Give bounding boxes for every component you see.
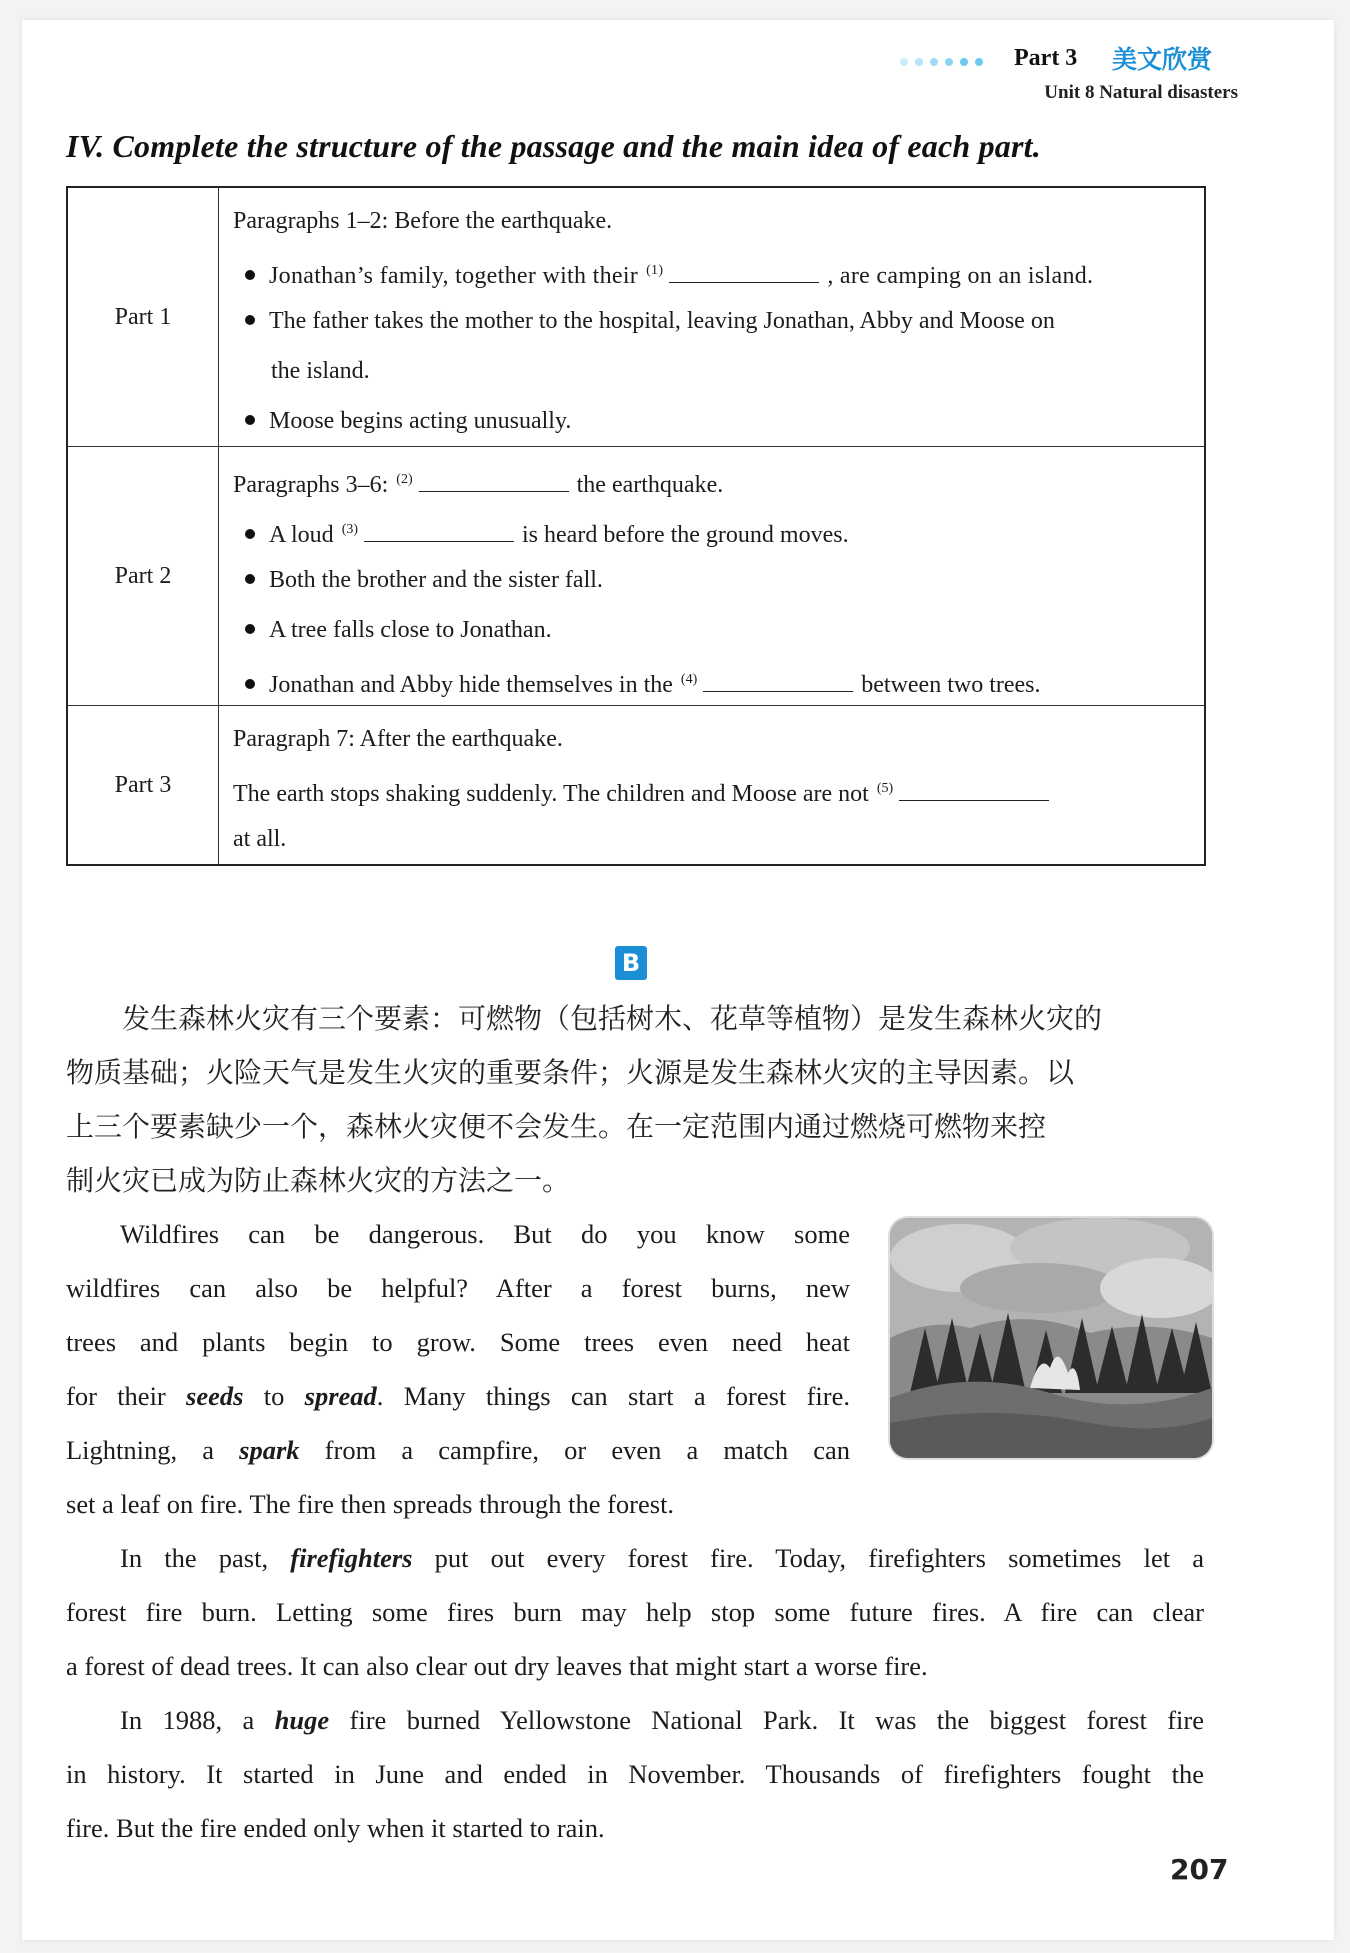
table-row-part1	[68, 188, 1204, 446]
passage-line: forest fire burn. Letting some fires burn may help stop some future fires. A fire can clear	[66, 1597, 1204, 1627]
table-row-part3	[68, 705, 1204, 864]
part2-label: Part 2	[68, 447, 219, 705]
passage-line: a forest of dead trees. It can also clear out dry leaves that might start a worse fire.	[66, 1651, 928, 1681]
passage-line: set a leaf on fire. The fire then spreads through the forest.	[66, 1489, 675, 1519]
part1-bullet-2: The father takes the mother to the hospital, leaving Jonathan, Abby and Moose on	[233, 296, 1190, 346]
structure-table	[66, 186, 1206, 866]
bullet-icon	[245, 415, 255, 425]
chinese-intro-line: 上三个要素缺少一个，森林火灾便不会发生。在一定范围内通过燃烧可燃物来控	[66, 1110, 1047, 1143]
header-part-title-cn: 美文欣赏	[1112, 45, 1213, 74]
table-row-part2	[68, 446, 1204, 705]
passage-line: wildfires can also be helpful? After a forest burns, new	[66, 1273, 850, 1303]
header-part-label: Part 3	[1014, 45, 1078, 71]
passage-line: In the past, firefighters put out every forest fire. Today, firefighters sometimes let a	[120, 1543, 1205, 1573]
part1-bullet-3: Moose begins acting unusually.	[233, 396, 1190, 446]
vocab-spread: spread	[304, 1381, 377, 1411]
passage-line: for their seeds to spread. Many things can start a forest fire.	[66, 1381, 850, 1411]
answer-blank-5[interactable]	[899, 774, 1049, 801]
part2-bullet-3: A tree falls close to Jonathan.	[233, 605, 1190, 655]
chinese-intro-line: 制火灾已成为防止森林火灾的方法之一。	[66, 1164, 571, 1197]
chinese-intro-line: 物质基础；火险天气是发生火灾的重要条件；火源是发生森林火灾的主导因素。以	[66, 1056, 1075, 1089]
part2-bullet-1: A loud $^{(3)}$ is heard before the ground moves.	[233, 505, 1190, 555]
vocab-seeds: seeds	[186, 1381, 244, 1411]
bullet-icon	[245, 624, 255, 634]
part3-content	[219, 706, 1204, 864]
blank-number-4: (4)	[680, 672, 698, 687]
bullet-icon	[245, 679, 255, 689]
vocab-firefighters: firefighters	[290, 1543, 413, 1573]
part1-heading: Paragraphs 1–2: Before the earthquake.	[233, 208, 613, 234]
part1-label: Part 1	[68, 188, 219, 446]
page-number: 207	[1170, 1853, 1229, 1886]
passage-line: In 1988, a huge fire burned Yellowstone National Park. It was the biggest forest fire	[120, 1705, 1204, 1735]
answer-blank-2[interactable]	[419, 465, 569, 492]
passage-line: Wildfires can be dangerous. But do you know some	[120, 1219, 850, 1249]
part2-bullet-2: Both the brother and the sister fall.	[233, 555, 1190, 605]
vocab-spark: spark	[239, 1435, 300, 1465]
forest-fire-illustration	[890, 1218, 1212, 1458]
part2-heading: Paragraphs 3–6: $^{(2)}$ the earthquake.	[233, 455, 1190, 505]
section-title: IV. Complete the structure of the passage and the main idea of each part.	[66, 128, 1041, 164]
header-dots-decoration	[900, 58, 983, 66]
answer-blank-1[interactable]	[669, 256, 819, 283]
part1-content	[219, 188, 1204, 446]
passage-line: Lightning, a spark from a campfire, or even a match can	[66, 1435, 850, 1465]
bullet-icon	[245, 529, 255, 539]
part3-heading: Paragraph 7: After the earthquake.	[233, 726, 563, 752]
passage-paragraph-1	[66, 1207, 850, 1531]
passage-paragraph-3	[66, 1693, 1204, 1855]
bullet-icon	[245, 270, 255, 280]
part3-line-2: at all.	[233, 826, 287, 852]
section-b-badge: B	[615, 946, 647, 980]
blank-number-1: (1)	[646, 263, 664, 278]
bullet-icon	[245, 315, 255, 325]
part2-content	[219, 447, 1204, 705]
passage-line: fire. But the fire ended only when it started to rain.	[66, 1813, 605, 1843]
vocab-huge: huge	[274, 1705, 330, 1735]
bullet-icon	[245, 574, 255, 584]
blank-number-2: (2)	[396, 472, 413, 487]
part3-line-1: The earth stops shaking suddenly. The children and Moose are not $^{(5)}$	[233, 764, 1190, 814]
chinese-intro-line: 发生森林火灾有三个要素：可燃物（包括树木、花草等植物）是发生森林火灾的	[66, 1002, 1103, 1035]
header-unit-label: Unit 8 Natural disasters	[1044, 82, 1238, 103]
part3-label: Part 3	[68, 706, 219, 864]
part1-bullet-2-cont: the island.	[271, 358, 370, 384]
answer-blank-4[interactable]	[703, 665, 853, 692]
blank-number-3: (3)	[341, 522, 359, 537]
passage-line: in history. It started in June and ended in November. Thousands of firefighters fought the	[66, 1759, 1204, 1789]
chinese-intro-paragraph	[66, 992, 1204, 1208]
passage-paragraph-2	[66, 1531, 1204, 1693]
part2-bullet-4: Jonathan and Abby hide themselves in the $^{(4)}$ between two trees.	[233, 655, 1190, 705]
passage-line: trees and plants begin to grow. Some trees even need heat	[66, 1327, 850, 1357]
answer-blank-3[interactable]	[364, 515, 514, 542]
part1-bullet-1: Jonathan’s family, together with their $^{(1)}$ , are camping on an island.	[233, 246, 1190, 296]
blank-number-5: (5)	[876, 781, 894, 796]
